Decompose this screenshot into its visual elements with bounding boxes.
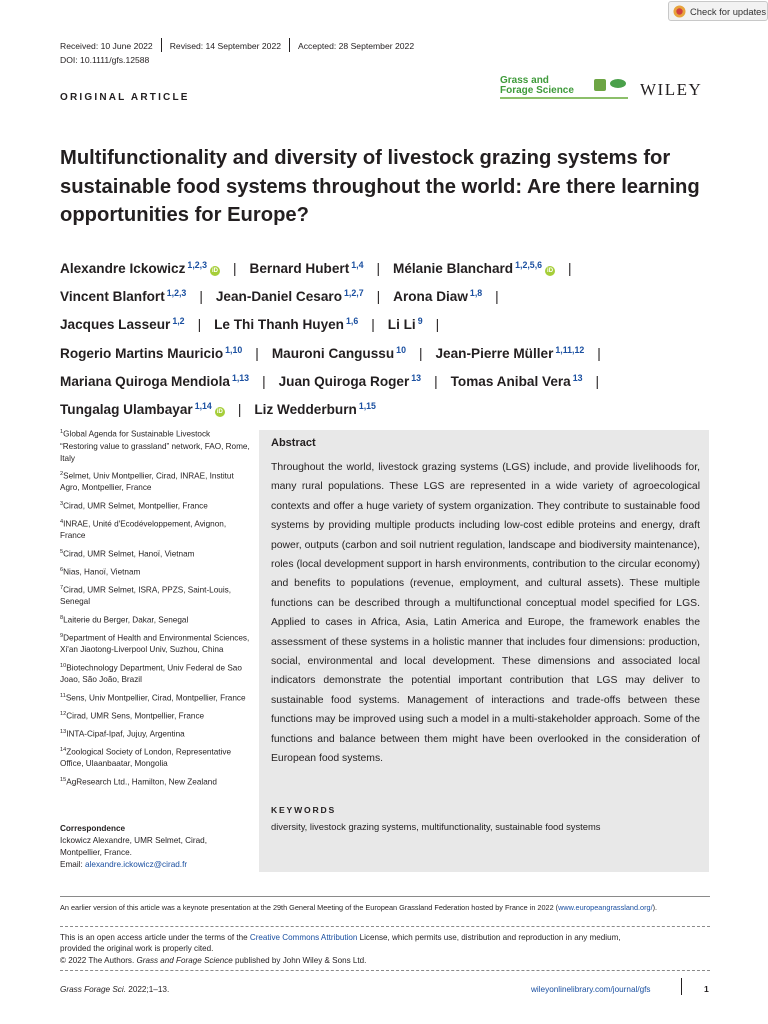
author-affiliation-refs[interactable]: 1,2,3	[187, 260, 207, 270]
footnote-dashed-rule	[60, 970, 710, 971]
affiliation-item	[60, 775, 250, 789]
affiliation-text: Zoological Society of London, Representative Office, Ulaanbaatar, Mongolia	[60, 747, 231, 769]
author-affiliation-refs[interactable]: 10	[396, 344, 406, 355]
license-line-2: provided the original work is properly cited.	[60, 944, 214, 954]
affiliation-text: AgResearch Ltd., Hamilton, New Zealand	[66, 777, 217, 787]
affiliation-number: 12	[60, 710, 67, 717]
divider	[161, 38, 162, 52]
author-name: Le Thi Thanh Huyen	[214, 317, 344, 333]
affiliation-number: 5	[60, 548, 64, 555]
journal-logo-line1: Grass and	[500, 75, 549, 86]
orcid-icon[interactable]: iD	[216, 409, 223, 416]
divider: |	[376, 261, 380, 276]
author-name: Mauroni Cangussu	[271, 345, 395, 361]
affiliation-item	[60, 691, 250, 705]
correspondence-heading: Correspondence	[60, 824, 126, 833]
author-affiliation-refs[interactable]: 1,2,5,6	[515, 260, 543, 270]
affiliation-text: Department of Health and Environmental Sciences, Xi'an Jiaotong-Liverpool Univ, Suzhou, China	[60, 633, 250, 655]
author-affiliation-refs[interactable]: 1,10	[225, 344, 243, 355]
affiliation-text: Cirad, UMR Sens, Montpellier, France	[66, 711, 205, 721]
affiliation-text: Cirad, UMR Selmet, ISRA, PPZS, Saint-Louis, Senegal	[60, 585, 232, 607]
author-affiliation-refs[interactable]: 1,6	[346, 316, 359, 327]
divider: |	[434, 373, 438, 389]
footnote-dashed-rule	[60, 926, 710, 927]
author-line	[60, 253, 720, 281]
affiliation-item	[60, 709, 250, 723]
affiliations	[60, 427, 250, 793]
author-name: Alexandre Ickowicz	[60, 261, 186, 276]
author-affiliation-refs[interactable]: 1,11,12	[555, 344, 585, 355]
affiliation-text: Cirad, UMR Selmet, Montpellier, France	[63, 501, 208, 511]
affiliation-number: 6	[60, 566, 64, 573]
divider: |	[197, 317, 202, 333]
affiliation-number: 14	[60, 746, 67, 753]
footnote-rule	[60, 896, 710, 897]
divider: |	[262, 373, 266, 389]
divider: |	[595, 373, 600, 389]
affiliation-text: Laiterie du Berger, Dakar, Senegal	[63, 615, 189, 625]
author-name: Juan Quiroga Roger	[278, 373, 410, 389]
author-line	[60, 309, 720, 337]
grass-icon	[594, 79, 606, 91]
author-name: Rogerio Martins Mauricio	[60, 345, 224, 361]
journal-url[interactable]: wileyonlinelibrary.com/journal/gfs	[531, 985, 651, 994]
divider: |	[597, 345, 601, 361]
journal-logo-line2: Forage Science	[500, 84, 574, 96]
author-name: Arona Diaw	[393, 289, 468, 305]
affiliation-item	[60, 499, 250, 513]
page-number: 1	[704, 984, 709, 994]
affiliation-number: 2	[60, 470, 64, 477]
abstract-text: Throughout the world, livestock grazing systems (LGS) include, and provide livelihoods for, many rural populations. These LGS are represented in a wide variety of agroecological contexts and offer a huge variety of system organization. They contribute to sustainable food systems by providing multiple products including low-cost edible proteins and energy, draft power, outputs (carbon and soil nutrient regulation, landscape and biodiversity maintenance), roles (local development support in harsh environments, contribution to the circular economy) and benefits to populations (revenue, employment, and cultural assets). These multiple functions can be described through a multifunctional conceptual model specified for LGS. Applied to cases in Africa, Asia, Latin America and Europe, the framework enables the assessment of these systems in a holistic manner that includes four dimensions: production, social, environmental and local development. These dimensions and associated local indicators demonstrate the potential important contribution that LGS may deliver to sustainable food systems. Management of interactions and trade-offs between these functions may be improved using such a model in a multi-stakeholder approach. Some of the functions and balance between them might have been overlooked in the consideration of European food systems.	[271, 462, 700, 765]
check-for-updates-label: Check for updates	[690, 6, 767, 17]
author-affiliation-refs[interactable]: 1,4	[351, 260, 364, 270]
author-line	[60, 366, 720, 394]
author-affiliation-refs[interactable]: 1,13	[231, 372, 250, 383]
revised-date: Revised: 14 September 2022	[169, 41, 282, 51]
egf-badge-icon	[610, 79, 626, 88]
earlier-version-note	[60, 902, 710, 913]
keywords: diversity, livestock grazing systems, multifunctionality, sustainable food systems	[271, 821, 601, 832]
correspondence-line: Ickowicz Alexandre, UMR Selmet, Cirad,	[60, 835, 207, 845]
divider: |	[376, 289, 381, 305]
affiliation-number: 3	[60, 500, 64, 507]
affiliation-number: 11	[60, 692, 66, 699]
egf-link[interactable]: www.europeangrassland.org/	[558, 903, 653, 912]
copyright-text: published by John Wiley & Sons Ltd.	[232, 955, 367, 965]
author-affiliation-refs[interactable]: 9	[417, 316, 423, 327]
license-text: This is an open access article under the terms of the	[60, 933, 250, 942]
affiliation-item	[60, 565, 250, 579]
article-type: ORIGINAL ARTICLE	[60, 92, 190, 103]
divider: |	[255, 345, 259, 361]
affiliation-text: Nias, Hanoï, Vietnam	[63, 567, 141, 577]
author-line	[60, 338, 720, 366]
affiliation-item	[60, 613, 250, 627]
affiliation-text: Biotechnology Department, Univ Federal de Sao Joao, São João, Brazil	[60, 663, 242, 685]
affiliation-number: 15	[60, 776, 67, 783]
orcid-icon[interactable]: iD	[547, 268, 554, 274]
affiliation-number: 4	[60, 518, 64, 525]
journal-logo-tagline	[500, 97, 628, 99]
copyright-line	[60, 955, 710, 966]
author-affiliation-refs[interactable]: 1,8	[469, 288, 483, 299]
citation-journal: Grass Forage Sci.	[60, 985, 126, 994]
author-name: Jean-Pierre Müller	[435, 345, 554, 361]
abstract-heading: Abstract	[271, 437, 316, 449]
affiliation-text: Sens, Univ Montpellier, Cirad, Montpellier, France	[65, 693, 246, 703]
author-name: Mariana Quiroga Mendiola	[60, 373, 230, 389]
citation-details: 2022;1–13.	[125, 985, 170, 994]
author-line	[60, 394, 720, 422]
creative-commons-link[interactable]: Creative Commons Attribution	[249, 933, 358, 942]
divider: |	[568, 261, 572, 276]
orcid-icon[interactable]: iD	[212, 268, 218, 274]
author-affiliation-refs[interactable]: 1,2	[172, 316, 185, 327]
author-list	[60, 253, 720, 422]
correspondence-line: Montpellier, France.	[60, 847, 132, 857]
affiliation-text: Cirad, UMR Selmet, Hanoï, Vietnam	[63, 549, 195, 559]
citation	[60, 984, 169, 995]
affiliation-number: 9	[60, 632, 64, 639]
journal-logo[interactable]	[500, 76, 635, 106]
author-affiliation-refs[interactable]: 1,15	[358, 401, 376, 412]
email-link[interactable]: alexandre.ickowicz@cirad.fr	[85, 859, 188, 869]
correspondence	[60, 823, 250, 871]
copyright-text: © 2022 The Authors.	[60, 955, 137, 965]
author-name: Vincent Blanfort	[60, 289, 165, 305]
author-name: Mélanie Blanchard	[393, 261, 514, 276]
affiliation-item	[60, 547, 250, 561]
affiliation-item	[60, 469, 250, 495]
author-line	[60, 281, 720, 309]
author-name: Li Li	[387, 317, 416, 333]
author-name: Jacques Lasseur	[60, 317, 171, 333]
author-name: Liz Wedderburn	[254, 402, 357, 418]
received-date: Received: 10 June 2022	[60, 41, 153, 51]
divider: |	[371, 317, 375, 333]
keywords-heading: KEYWORDS	[271, 805, 337, 815]
divider: |	[233, 261, 237, 276]
divider: |	[435, 317, 440, 333]
license-note	[60, 932, 710, 966]
article-title: Multifunctionality and diversity of livestock grazing systems for sustainable food systems throughout the world: Are there learning opportunities for Europe?	[60, 147, 700, 227]
affiliation-number: 10	[60, 662, 67, 669]
author-affiliation-refs[interactable]: 13	[572, 372, 583, 383]
footer-divider	[681, 978, 682, 995]
affiliation-text: INRAE, Unité d'Ecodéveloppement, Avignon, France	[60, 519, 227, 541]
author-name: Tungalag Ulambayar	[60, 402, 193, 418]
accepted-date: Accepted: 28 September 2022	[298, 41, 415, 51]
check-for-updates-button[interactable]	[668, 1, 768, 21]
divider	[289, 38, 290, 52]
divider: |	[237, 402, 242, 418]
affiliation-number: 1	[60, 429, 64, 435]
affiliation-text: Selmet, Univ Montpellier, Cirad, INRAE, Institut Agro, Montpellier, France	[60, 471, 234, 493]
license-line	[60, 932, 710, 943]
affiliation-item	[60, 427, 250, 464]
author-name: Bernard Hubert	[249, 261, 350, 276]
affiliation-item	[60, 745, 250, 771]
dates-line	[60, 38, 414, 52]
author-affiliation-refs[interactable]: 13	[411, 372, 422, 383]
author-affiliation-refs[interactable]: 1,2,7	[344, 288, 364, 299]
publisher-logo[interactable]: WILEY	[640, 80, 703, 99]
author-affiliation-refs[interactable]: 1,14	[194, 401, 212, 412]
email-label: Email:	[60, 859, 86, 869]
affiliation-number: 13	[60, 728, 67, 735]
correspondence-email-line	[60, 859, 250, 871]
affiliation-item	[60, 661, 250, 687]
affiliation-item	[60, 631, 250, 657]
affiliation-text: Global Agenda for Sustainable Livestock “Restoring value to grassland” network, FAO, Rome, Italy	[60, 429, 250, 463]
affiliation-text: INTA-Cipaf-Ipaf, Jujuy, Argentina	[66, 729, 185, 739]
earlier-version-end: ).	[652, 903, 658, 912]
divider: |	[495, 289, 499, 305]
divider: |	[199, 289, 203, 305]
copyright-journal: Grass and Forage Science	[136, 955, 233, 965]
earlier-version-text: An earlier version of this article was a keynote presentation at the 29th General Meeting of the European Grassland Federation hosted by France in 2022 (	[60, 903, 559, 912]
affiliation-item	[60, 517, 250, 543]
affiliation-number: 8	[60, 614, 64, 621]
doi[interactable]: DOI: 10.1111/gfs.12588	[60, 55, 150, 65]
affiliation-item	[60, 583, 250, 609]
author-name: Jean-Daniel Cesaro	[215, 289, 343, 305]
divider: |	[418, 345, 423, 361]
author-affiliation-refs[interactable]: 1,2,3	[166, 288, 187, 299]
affiliation-number: 7	[60, 584, 64, 591]
license-text: License, which permits use, distribution and reproduction in any medium,	[357, 933, 621, 942]
update-icon	[673, 5, 686, 18]
author-name: Tomas Anibal Vera	[450, 373, 571, 389]
affiliation-item	[60, 727, 250, 741]
